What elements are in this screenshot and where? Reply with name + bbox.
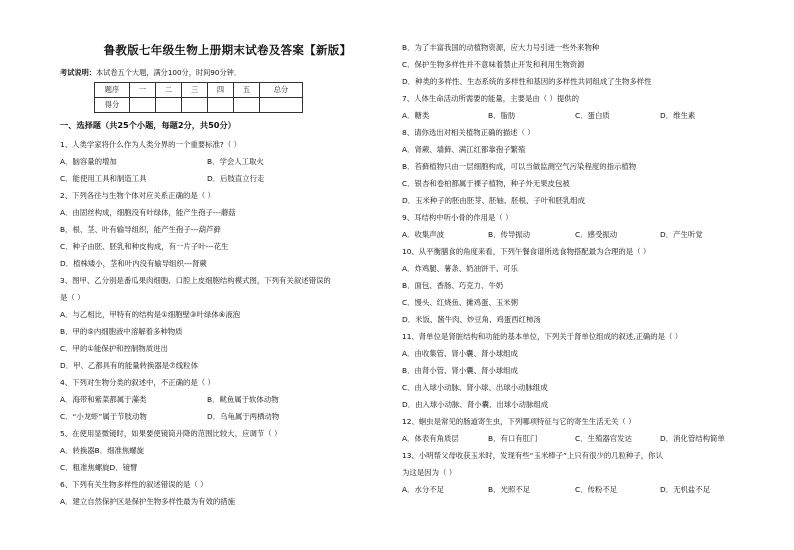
option-line: C．蛋白质: [575, 111, 610, 120]
option-line: B．有口有肛门: [488, 434, 538, 443]
score-cell: 总分: [260, 83, 303, 98]
option-line: A．糖类: [402, 111, 430, 120]
option-line: D．消化管结构简单: [660, 434, 725, 443]
option-line: B．传导振动: [488, 230, 531, 239]
option-line: A．转换器B．细准焦螺旋: [60, 446, 145, 455]
question-line: 2、下列各往与生物个体对应关系正确的是（ ）: [60, 191, 215, 200]
score-cell: 一: [130, 83, 156, 98]
score-table: [94, 82, 303, 113]
option-line: A．海带和紫菜都属于藻类: [60, 395, 147, 404]
option-line: A．由固丝构成，细胞没有叶绿体，能产生孢子---蘑菇: [60, 208, 236, 217]
score-cell: 三: [182, 83, 208, 98]
option-line: C．传粉不足: [575, 485, 618, 494]
option-line: B．根、茎、叶有输导组织，能产生孢子---葫芦藓: [60, 225, 221, 234]
score-input-cell[interactable]: [208, 98, 234, 113]
option-line: A．由收集管、肾小囊、肾小球组成: [402, 349, 518, 358]
question-line: 8、请你选出对相关植物正确的描述（ ）: [402, 128, 535, 137]
option-line: D．米饭、酱牛肉、炒豆角、鸡蛋西红柿汤: [402, 315, 541, 324]
option-line: A．炸鸡腿、薯条、奶油饼干、可乐: [402, 264, 518, 273]
question-line: 5、在使用显微镜时，如果要使镜筒升降的范围比较大，应调节（ ）: [60, 429, 282, 438]
option-line: C．粗准焦螺旋D．镜臂: [60, 463, 138, 472]
option-line: C．生殖器官发达: [575, 434, 632, 443]
question-line: 是（ ）: [60, 293, 85, 302]
score-cell: 得分: [95, 98, 130, 113]
option-line: C．保护生物多样性并不意味着禁止开发和利用生物资源: [402, 60, 585, 69]
option-line: C．由入球小动脉、肾小球、出球小动脉组成: [402, 383, 548, 392]
question-line: 3、图甲、乙分别是番瓜果肉细胞、口腔上皮细胞结构模式图，下列有关叙述错误的: [60, 276, 331, 285]
score-input-cell[interactable]: [156, 98, 182, 113]
option-line: D．种类的多样性、生态系统的多样性和基因的多样性共同组成了生物多样性: [402, 77, 652, 86]
instructions-text: 本试卷五个大题，满分100分，时间90分钟．: [95, 68, 242, 77]
instructions-label: 考试说明：: [60, 68, 96, 77]
option-line: B．学会人工取火: [207, 157, 264, 166]
option-line: C．感受振动: [575, 230, 618, 239]
option-line: B．苔藓植物只由一层细胞构成，可以当做监测空气污染程度的指示植物: [402, 162, 637, 171]
question-line: 6、下列有关生物多样性的叙述错误的是（ ）: [60, 480, 208, 489]
question-line: 4、下列对生物分类的叙述中，不正确的是（ ）: [60, 378, 215, 387]
option-line: D．玉米种子的胚由胚芽、胚轴、胚根、子叶和胚乳组成: [402, 196, 586, 205]
option-line: A．体表有角质层: [402, 434, 459, 443]
score-input-cell[interactable]: [260, 98, 303, 113]
option-line: A．建立自然保护区是保护生物多样性最为有效的措施: [60, 497, 236, 506]
option-line: B．面包、香肠、巧克力、牛奶: [402, 281, 504, 290]
option-line: C．甲的①能保护和控制物质进出: [60, 344, 168, 353]
question-line: 1、人类学家将什么作为人类分界的一个重要标准?（ ）: [60, 140, 241, 149]
option-line: B．脂肪: [488, 111, 516, 120]
option-line: A．脑容量的增加: [60, 157, 117, 166]
option-line: A．与乙相比，甲特有的结构是①细胞壁③叶绿体⑥液泡: [60, 310, 241, 319]
exam-instructions: [60, 68, 241, 78]
option-line: B．甲的⑤内细胞液中溶解着多种物质: [60, 327, 183, 336]
option-line: B．鱿鱼属于软体动物: [207, 395, 279, 404]
question-line: 13、小明帮父母收获玉米时，发现有些“玉米棒子”上只有很少的几粒种子，你认: [402, 451, 663, 460]
score-table-score-row: [95, 98, 303, 113]
option-line: A．肾蕨、墙藓、满江红都靠孢子繁殖: [402, 145, 526, 154]
option-line: D．后肢直立行走: [207, 174, 265, 183]
option-line: A．收集声波: [402, 230, 445, 239]
score-cell: 题序: [95, 83, 130, 98]
question-line: 9、耳结构中听小骨的作用是（ ）: [402, 213, 513, 222]
option-line: D．乌龟属于两栖动物: [207, 412, 280, 421]
option-line: B．为了丰富我国的动植物资源，应大力号引进一些外来物种: [402, 43, 600, 52]
option-line: D．甲、乙都具有的能量转换器是⑦线粒体: [60, 361, 198, 370]
option-line: C．馒头、红烧鱼、摊鸡蛋、玉米粥: [402, 298, 519, 307]
option-line: D．产生听觉: [660, 230, 703, 239]
option-line: A．水分不足: [402, 485, 445, 494]
option-line: C．种子由胚、胚乳和种皮构成，有一片子叶---花生: [60, 242, 229, 251]
question-line: 为这是因为（ ）: [402, 468, 457, 477]
score-table-header-row: [95, 83, 303, 98]
question-line: 11、肾单位是肾脏结构和功能的基本单位，下列关于肾单位组成的叙述,正确的是（ ）: [402, 332, 683, 341]
option-line: D．植株矮小，茎和叶内没有输导组织---肾蕨: [60, 259, 207, 268]
score-input-cell[interactable]: [130, 98, 156, 113]
option-line: B．由肾小管、肾小囊、肾小球组成: [402, 366, 518, 375]
option-line: C．银杏和卷柏都属于裸子植物，种子外无果皮包被: [402, 179, 570, 188]
option-line: D．由入球小动脉、肾小囊、出球小动脉组成: [402, 400, 549, 409]
section-heading: 一、选择题（共25个小题，每题2分，共50分）: [60, 120, 236, 130]
score-input-cell[interactable]: [182, 98, 208, 113]
option-line: B．光照不足: [488, 485, 531, 494]
option-line: D．维生素: [660, 111, 696, 120]
score-cell: 五: [234, 83, 260, 98]
page-title: 鲁教版七年级生物上册期末试卷及答案【新版】: [103, 43, 352, 57]
question-line: 7、人体生命活动所需要的能量，主要是由（ ）提供的: [402, 94, 580, 103]
score-cell: 二: [156, 83, 182, 98]
option-line: C．能使用工具和制造工具: [60, 174, 147, 183]
option-line: D．无机盐不足: [660, 485, 711, 494]
option-line: C．“小龙虾”属于节肢动物: [60, 412, 147, 421]
score-input-cell[interactable]: [234, 98, 260, 113]
question-line: 12、蛔虫是常见的肠道寄生虫，下列哪项特征与它的寄生生活无关（ ）: [402, 417, 636, 426]
question-line: 10、从平衡膳食的角度来看，下列午餐食谱所选食物搭配最为合理的是（ ）: [402, 247, 651, 256]
score-cell: 四: [208, 83, 234, 98]
